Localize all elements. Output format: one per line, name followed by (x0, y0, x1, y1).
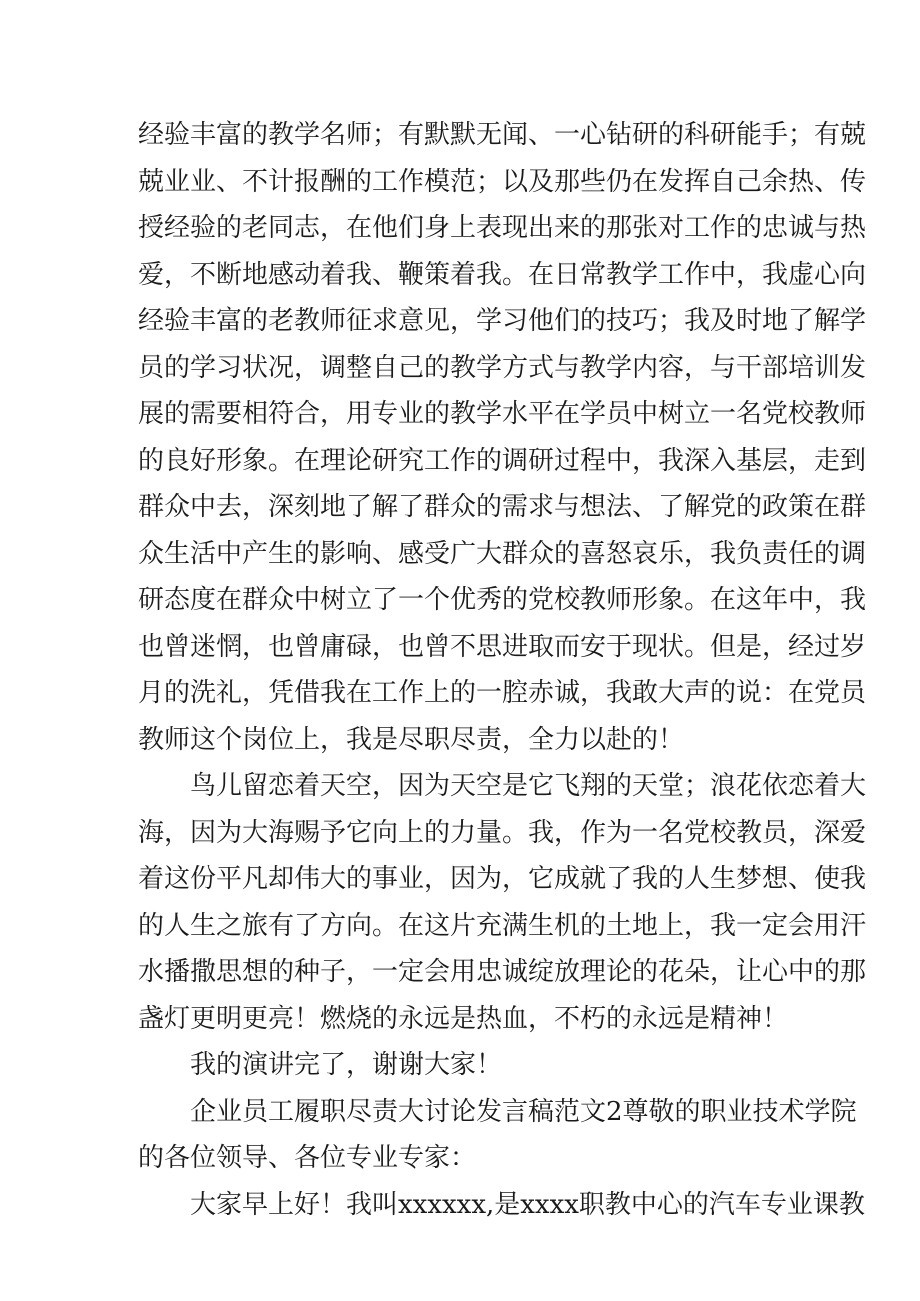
text-line: 也曾迷惘，也曾庸碌，也曾不思进取而安于现状。但是，经过岁 (138, 631, 867, 662)
text-line: 兢业业、不计报酬的工作模范；以及那些仍在发挥自己余热、传 (138, 166, 867, 197)
paragraph (138, 1089, 857, 1182)
paragraph (138, 1042, 786, 1089)
text-line: 盏灯更明更亮！燃烧的永远是热血，不朽的永远是精神！ (138, 1003, 789, 1034)
text-line: 着这份平凡却伟大的事业，因为，它成就了我的人生梦想、使我 (138, 864, 867, 894)
paragraph (138, 763, 867, 1042)
text-line: 经验丰富的教学名师；有默默无闻、一心钻研的科研能手；有兢 (138, 120, 867, 150)
text-line: 的良好形象。在理论研究工作的调研过程中，我深入基层，走到 (138, 445, 867, 476)
text-line: 研态度在群众中树立了一个优秀的党校教师形象。在这年中，我 (138, 585, 867, 615)
text-line: 授经验的老同志，在他们身上表现出来的那张对工作的忠诚与热 (138, 213, 867, 243)
paragraph (138, 112, 867, 763)
text-line: 教师这个岗位上，我是尽职尽责，全力以赴的！ (138, 724, 685, 755)
text-line: 企业员工履职尽责大讨论发言稿范文2尊敬的职业技术学院 (190, 1096, 857, 1127)
document-body (138, 112, 867, 1228)
text-line: 群众中去，深刻地了解了群众的需求与想法、了解党的政策在群 (138, 492, 867, 522)
text-line: 海，因为大海赐予它向上的力量。我，作为一名党校教员，深爱 (138, 817, 867, 848)
text-line: 的各位领导、各位专业专家： (138, 1143, 477, 1173)
text-line: 我的演讲完了，谢谢大家！ (190, 1050, 503, 1080)
text-line: 大家早上好！我叫xxxxxx,是xxxx职教中心的汽车专业课教 (190, 1189, 865, 1220)
text-line: 众生活中产生的影响、感受广大群众的喜怒哀乐，我负责任的调 (138, 538, 867, 569)
text-line: 水播撒思想的种子，一定会用忠诚绽放理论的花朵，让心中的那 (138, 957, 867, 987)
text-line: 的人生之旅有了方向。在这片充满生机的土地上，我一定会用汗 (138, 910, 867, 941)
text-line: 经验丰富的老教师征求意见，学习他们的技巧；我及时地了解学 (138, 306, 867, 336)
text-line: 爱，不断地感动着我、鞭策着我。在日常教学工作中，我虚心向 (138, 259, 867, 290)
text-line: 展的需要相符合，用专业的教学水平在学员中树立一名党校教师 (138, 399, 867, 429)
paragraph (138, 1182, 865, 1229)
text-line: 鸟儿留恋着天空，因为天空是它飞翔的天堂；浪花依恋着大 (190, 771, 867, 801)
text-line: 员的学习状况，调整自己的教学方式与教学内容，与干部培训发 (138, 352, 867, 383)
text-line: 月的洗礼，凭借我在工作上的一腔赤诚，我敢大声的说：在党员 (138, 678, 867, 708)
